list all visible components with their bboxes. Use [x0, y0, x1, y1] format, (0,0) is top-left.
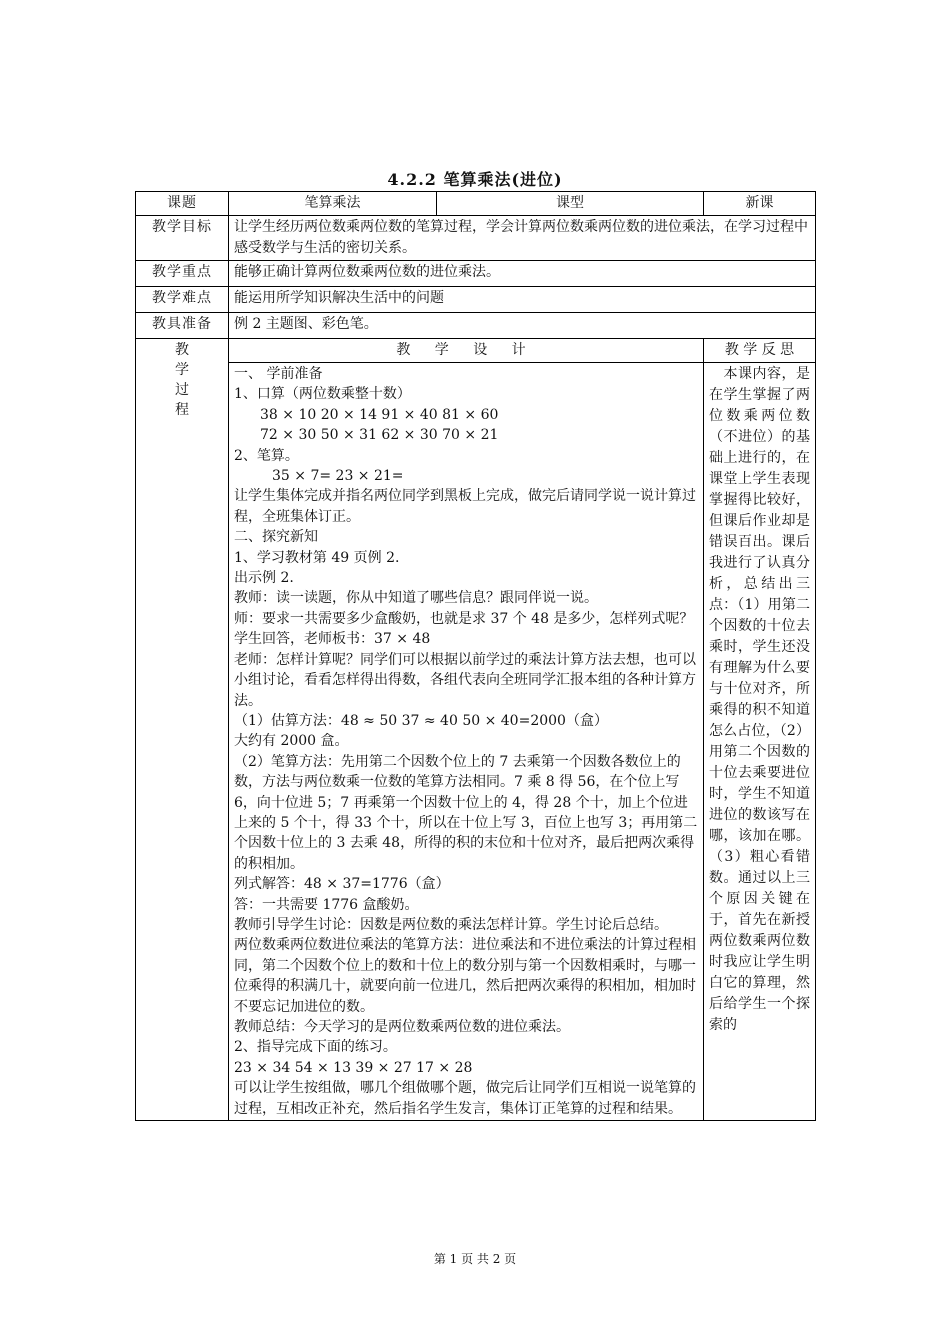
design-line: 教师：读一读题，你从中知道了哪些信息？跟同伴说一说。 [234, 590, 598, 607]
design-line: 教师引导学生讨论：因数是两位数的乘法怎样计算。学生讨论后总结。 [234, 916, 668, 933]
tools-row [136, 313, 816, 339]
process-header-row [136, 339, 816, 363]
design-line: 让学生集体完成并指名两位同学到黑板上完成，做完后请同学说一说计算过程，全班集体订正。 [234, 488, 696, 525]
page-footer: 第 1 页 共 2 页 [433, 1252, 517, 1266]
design-line: 答：一共需要 1776 盒酸奶。 [234, 896, 419, 913]
topic-value: 笔算乘法 [229, 192, 437, 216]
side-char: 学 [175, 362, 189, 378]
type-label: 课型 [437, 192, 704, 216]
design-line: 35 × 7= 23 × 21= [272, 468, 404, 485]
tools-text: 例 2 主题图、彩色笔。 [229, 313, 816, 339]
design-line: 38 × 10 20 × 14 91 × 40 81 × 60 [260, 406, 499, 423]
goal-row [136, 216, 816, 261]
side-char: 程 [175, 402, 189, 418]
design-line: 师：要求一共需要多少盒酸奶，也就是求 37 个 48 是多少，怎样列式呢？ [234, 610, 694, 627]
design-line: （2）笔算方法：先用第二个因数个位上的 7 去乘第一个因数各数位上的数，方法与两位数乘一位数的笔算方法相同。7 乘 8 得 56，在个位上写 6，向十位进 5；7 再乘第一个因数十位上的 4，得 28 个十，加上个位进上来的 5 个十，得 33 个十，所以在十位上写 3，百位上也写 3；再用第二个因数十位上的 3 去乘 48，所得的积的末位和十位对齐，最后把两次乘得的积相加。 [234, 753, 698, 872]
design-line: 二、探究新知 [234, 529, 318, 546]
design-line: （1）估算方法：48 ≈ 50 37 ≈ 40 50 × 40=2000（盒） [234, 712, 608, 729]
goal-text: 让学生经历两位数乘两位数的笔算过程，学会计算两位数乘两位数的进位乘法，在学习过程中感受数学与生活的密切关系。 [229, 216, 816, 261]
design-line: 老师：怎样计算呢？同学们可以根据以前学过的乘法计算方法去想，也可以小组讨论，看看怎样得出得数，各组代表向全班同学汇报本组的各种计算方法。 [234, 651, 696, 709]
reflect-header: 教 学 反 思 [704, 339, 816, 363]
design-content [229, 363, 704, 1121]
design-line: 可以让学生按组做，哪几个组做哪个题，做完后让同学们互相说一说笔算的过程，互相改正补充，然后指名学生发言，集体订正笔算的过程和结果。 [234, 1080, 696, 1117]
type-value: 新课 [704, 192, 816, 216]
process-body-row [136, 363, 816, 1121]
difficulty-label: 教学难点 [136, 287, 229, 313]
design-line: 23 × 34 54 × 13 39 × 27 17 × 28 [234, 1059, 473, 1076]
side-char: 教 [175, 342, 189, 358]
header-row [136, 192, 816, 216]
design-header: 教 学 设 计 [229, 339, 704, 363]
design-line: 一、 学前准备 [234, 366, 323, 382]
design-line: 1、学习教材第 49 页例 2. [234, 549, 400, 566]
design-line: 出示例 2. [234, 570, 294, 587]
key-text: 能够正确计算两位数乘两位数的进位乘法。 [229, 261, 816, 287]
key-label: 教学重点 [136, 261, 229, 287]
design-line: 1、口算（两位数乘整十数） [234, 386, 411, 403]
tools-label: 教具准备 [136, 313, 229, 339]
page-title: 4.2.2 笔算乘法(进位) [387, 170, 563, 189]
lesson-plan-table [135, 191, 816, 1121]
process-side-label [136, 339, 229, 1121]
side-char: 过 [175, 382, 189, 398]
design-line: 学生回答，老师板书：37 × 48 [234, 631, 431, 648]
design-line: 教师总结：今天学习的是两位数乘两位数的进位乘法。 [234, 1019, 570, 1035]
design-line: 两位数乘两位数进位乘法的笔算方法：进位乘法和不进位乘法的计算过程相同，第二个因数个位上的数和十位上的数分别与第一个因数相乘时，与哪一位乘得的积满几十，就要向前一位进几，然后把两次乘得的积相加，相加时不要忘记加进位的数。 [234, 937, 696, 1015]
design-line: 列式解答：48 × 37=1776（盒） [234, 876, 450, 893]
design-line: 大约有 2000 盒。 [234, 733, 349, 750]
reflect-content: 本课内容，是在学生掌握了两位数乘两位数（不进位）的基础上进行的，在课堂上学生表现掌握得比较好，但课后作业却是错误百出。课后我进行了认真分析，总结出三点：（1）用第二个因数的十位去乘时，学生还没有理解为什么要与十位对齐，所乘得的积不知道怎么占位，（2）用第二个因数的十位去乘要进位时，学生不知道进位的数该写在哪，该加在哪。（3）粗心看错数。通过以上三个原因关键在于，首先在新授两位数乘两位数时我应让学生明白它的算理，然后给学生一个探索的 [704, 363, 816, 1121]
key-row [136, 261, 816, 287]
goal-label: 教学目标 [136, 216, 229, 261]
design-line: 2、指导完成下面的练习。 [234, 1039, 397, 1056]
design-line: 72 × 30 50 × 31 62 × 30 70 × 21 [260, 427, 499, 444]
difficulty-text: 能运用所学知识解决生活中的问题 [229, 287, 816, 313]
difficulty-row [136, 287, 816, 313]
topic-label: 课题 [136, 192, 229, 216]
design-line: 2、笔算。 [234, 447, 299, 464]
